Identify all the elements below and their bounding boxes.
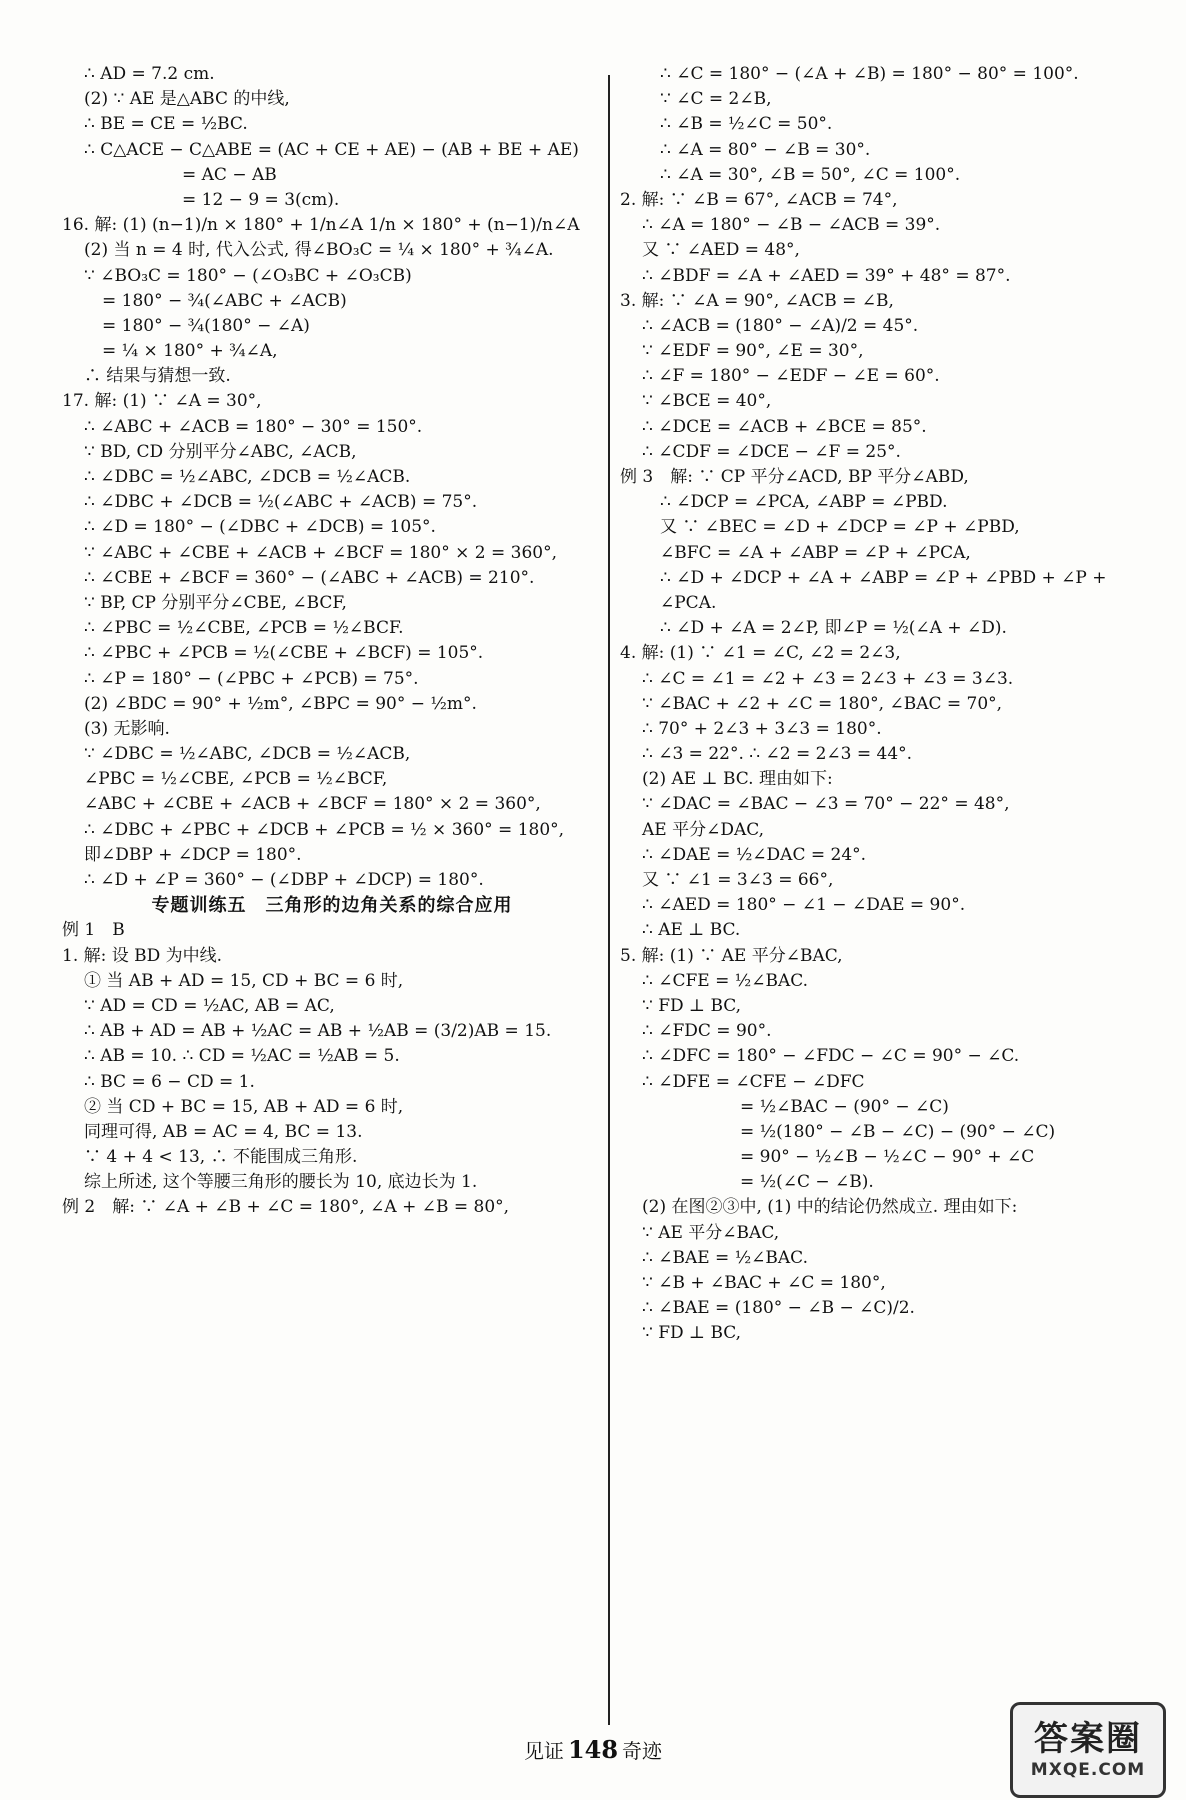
solution-line: ∴ ∠ACB = (180° − ∠A)/2 = 45°.: [642, 315, 919, 336]
solution-line: 又 ∵ ∠AED = 48°,: [642, 240, 800, 261]
solution-line: 例 3 解: ∵ CP 平分∠ACD, BP 平分∠ABD,: [620, 467, 969, 487]
solution-line: ∴ ∠A = 180° − ∠B − ∠ACB = 39°.: [642, 215, 941, 236]
solution-line: ∴ C△ACE − C△ABE = (AC + CE + AE) − (AB + BE + AE): [84, 139, 579, 160]
solution-line: ∴ ∠DBC + ∠DCB = ½(∠ABC + ∠ACB) = 75°.: [84, 492, 478, 513]
solution-line: ∴ ∠3 = 22°. ∴ ∠2 = 2∠3 = 44°.: [642, 744, 913, 765]
solution-line: ∴ ∠D + ∠DCP + ∠A + ∠ABP = ∠P + ∠PBD + ∠P +: [660, 567, 1107, 588]
solution-line: ∴ ∠B = ½∠C = 50°.: [660, 114, 833, 135]
solution-line: ∴ ∠A = 80° − ∠B = 30°.: [660, 139, 871, 160]
solution-line: ∠PCA.: [660, 592, 717, 613]
solution-line: ∵ FD ⊥ BC,: [642, 995, 742, 1016]
solution-line: AE 平分∠DAC,: [642, 819, 765, 840]
solution-line: ∴ ∠D + ∠A = 2∠P, 即∠P = ½(∠A + ∠D).: [660, 618, 1007, 639]
solution-line: = 180° − ¾(∠ABC + ∠ACB): [102, 290, 347, 311]
solution-line: ∴ ∠DFC = 180° − ∠FDC − ∠C = 90° − ∠C.: [642, 1046, 1020, 1067]
solution-line: = 12 − 9 = 3(cm).: [182, 189, 340, 210]
solution-line: (2) ∵ AE 是△ABC 的中线,: [84, 89, 290, 110]
solution-line: ∠PBC = ½∠CBE, ∠PCB = ½∠BCF,: [84, 769, 388, 790]
solution-line: 例 2 解: ∵ ∠A + ∠B + ∠C = 180°, ∠A + ∠B = 80°,: [62, 1197, 510, 1218]
solution-line: 3. 解: ∵ ∠A = 90°, ∠ACB = ∠B,: [620, 290, 894, 311]
section-heading: 专题训练五 三角形的边角关系的综合应用: [151, 895, 513, 917]
column-divider: [608, 75, 610, 1725]
solution-line: ∴ ∠DAE = ½∠DAC = 24°.: [642, 844, 867, 865]
solution-line: ∴ BE = CE = ½BC.: [84, 114, 248, 135]
solution-line: ∴ BC = 6 − CD = 1.: [84, 1071, 255, 1092]
solution-line: 即∠DBP + ∠DCP = 180°.: [84, 844, 302, 865]
footer-left-text: 见证: [523, 1739, 564, 1763]
solution-line: (2) AE ⊥ BC. 理由如下:: [642, 769, 833, 790]
watermark-logo: [1010, 1702, 1166, 1798]
solution-line: 又 ∵ ∠1 = 3∠3 = 66°,: [642, 870, 834, 890]
solution-line: ∴ ∠CDF = ∠DCE − ∠F = 25°.: [642, 441, 901, 462]
solution-line: (3) 无影响.: [84, 718, 170, 739]
solution-line: ∵ 4 + 4 < 13, ∴ 不能围成三角形.: [84, 1147, 358, 1168]
solution-line: ∵ ∠BO₃C = 180° − (∠O₃BC + ∠O₃CB): [84, 265, 412, 286]
solution-line: (2) 在图②③中, (1) 中的结论仍然成立. 理由如下:: [642, 1197, 1018, 1218]
right-column: [620, 62, 1140, 1347]
solution-line: ∴ ∠FDC = 90°.: [642, 1021, 772, 1042]
solution-line: ∴ ∠C = ∠1 = ∠2 + ∠3 = 2∠3 + ∠3 = 3∠3.: [642, 668, 1014, 689]
solution-line: ∴ ∠BAE = (180° − ∠B − ∠C)/2.: [642, 1298, 915, 1319]
page-number: 148: [567, 1735, 619, 1764]
solution-line: ∵ AD = CD = ½AC, AB = AC,: [84, 995, 335, 1016]
solution-line: 2. 解: ∵ ∠B = 67°, ∠ACB = 74°,: [620, 189, 898, 210]
solution-line: ∴ ∠DCP = ∠PCA, ∠ABP = ∠PBD.: [660, 492, 948, 513]
solution-line: ∴ AB = 10. ∴ CD = ½AC = ½AB = 5.: [84, 1046, 400, 1067]
solution-line: ∴ AE ⊥ BC.: [642, 920, 741, 941]
solution-line: ∴ ∠CFE = ½∠BAC.: [642, 970, 809, 991]
solution-line: ∵ ∠BCE = 40°,: [642, 391, 772, 412]
solution-line: ∴ ∠PBC = ½∠CBE, ∠PCB = ½∠BCF.: [84, 618, 404, 639]
solution-line: ∴ 结果与猜想一致.: [84, 366, 231, 387]
solution-line: ∵ AE 平分∠BAC,: [642, 1222, 780, 1243]
solution-line: ∴ ∠D = 180° − (∠DBC + ∠DCB) = 105°.: [84, 517, 436, 538]
solution-line: ∴ ∠ABC + ∠ACB = 180° − 30° = 150°.: [84, 416, 423, 437]
solution-line: ∵ ∠EDF = 90°, ∠E = 30°,: [642, 341, 864, 362]
solution-line: = 180° − ¾(180° − ∠A): [102, 315, 310, 336]
solution-line: ∴ ∠D + ∠P = 360° − (∠DBP + ∠DCP) = 180°.: [84, 870, 484, 890]
solution-line: ∠ABC + ∠CBE + ∠ACB + ∠BCF = 180° × 2 = 360°,: [84, 794, 541, 815]
solution-line: = AC − AB: [182, 164, 277, 185]
solution-line: ∴ 70° + 2∠3 + 3∠3 = 180°.: [642, 718, 882, 739]
left-column: [62, 62, 602, 1221]
solution-line: ∴ ∠DBC + ∠PBC + ∠DCB + ∠PCB = ½ × 360° = 180°,: [84, 819, 565, 840]
solution-line: ∵ ∠BAC + ∠2 + ∠C = 180°, ∠BAC = 70°,: [642, 693, 1003, 714]
solution-line: ∴ ∠A = 30°, ∠B = 50°, ∠C = 100°.: [660, 164, 961, 185]
page-footer: [0, 1735, 1186, 1764]
footer-right-text: 奇迹: [622, 1739, 663, 1763]
solution-line: ∵ ∠C = 2∠B,: [660, 89, 772, 110]
solution-line: ∵ ∠DBC = ½∠ABC, ∠DCB = ½∠ACB,: [84, 744, 411, 765]
solution-line: ∴ ∠BAE = ½∠BAC.: [642, 1247, 808, 1268]
solution-line: = ¼ × 180° + ¾∠A,: [102, 341, 278, 362]
solution-line: ① 当 AB + AD = 15, CD + BC = 6 时,: [84, 970, 404, 991]
solution-line: 1. 解: 设 BD 为中线.: [62, 945, 223, 966]
solution-line: = ½(180° − ∠B − ∠C) − (90° − ∠C): [740, 1121, 1056, 1142]
solution-line: ∵ FD ⊥ BC,: [642, 1323, 742, 1344]
solution-line: 4. 解: (1) ∵ ∠1 = ∠C, ∠2 = 2∠3,: [620, 643, 901, 664]
solution-line: ∴ ∠PBC + ∠PCB = ½(∠CBE + ∠BCF) = 105°.: [84, 643, 484, 664]
solution-line: ∠BFC = ∠A + ∠ABP = ∠P + ∠PCA,: [660, 542, 971, 563]
solution-line: ∵ ∠ABC + ∠CBE + ∠ACB + ∠BCF = 180° × 2 = 360°,: [84, 542, 558, 563]
solution-line: 同理可得, AB = AC = 4, BC = 13.: [84, 1121, 363, 1142]
solution-line: = ½∠BAC − (90° − ∠C): [740, 1096, 949, 1117]
solution-line: ∴ ∠C = 180° − (∠A + ∠B) = 180° − 80° = 100°.: [660, 64, 1079, 84]
solution-line: = 90° − ½∠B − ½∠C − 90° + ∠C: [740, 1147, 1035, 1168]
solution-line: ∴ ∠DBC = ½∠ABC, ∠DCB = ½∠ACB.: [84, 467, 411, 487]
solution-line: 例 1 B: [62, 920, 125, 941]
solution-line: ∴ AD = 7.2 cm.: [84, 64, 215, 84]
solution-line: 又 ∵ ∠BEC = ∠D + ∠DCP = ∠P + ∠PBD,: [660, 517, 1020, 538]
solution-line: 5. 解: (1) ∵ AE 平分∠BAC,: [620, 945, 843, 966]
solution-line: = ½(∠C − ∠B).: [740, 1172, 874, 1193]
solution-line: ∴ ∠DCE = ∠ACB + ∠BCE = 85°.: [642, 416, 927, 437]
solution-line: ∴ ∠F = 180° − ∠EDF − ∠E = 60°.: [642, 366, 940, 387]
solution-line: 16. 解: (1) (n−1)/n × 180° + 1/n∠A 1/n × 180° + (n−1)/n∠A: [62, 215, 580, 236]
solution-line: ∵ BP, CP 分别平分∠CBE, ∠BCF,: [84, 592, 347, 613]
solution-line: ∵ ∠B + ∠BAC + ∠C = 180°,: [642, 1273, 886, 1293]
solution-line: ∵ ∠DAC = ∠BAC − ∠3 = 70° − 22° = 48°,: [642, 794, 1010, 815]
solution-line: ∴ ∠CBE + ∠BCF = 360° − (∠ABC + ∠ACB) = 210°.: [84, 567, 535, 588]
solution-line: 综上所述, 这个等腰三角形的腰长为 10, 底边长为 1.: [84, 1172, 478, 1193]
watermark-url: MXQE.COM: [1030, 1760, 1146, 1780]
solution-line: ∴ ∠AED = 180° − ∠1 − ∠DAE = 90°.: [642, 895, 966, 916]
solution-line: (2) 当 n = 4 时, 代入公式, 得∠BO₃C = ¼ × 180° + ¾∠A.: [84, 240, 554, 261]
solution-line: (2) ∠BDC = 90° + ½m°, ∠BPC = 90° − ½m°.: [84, 693, 477, 714]
solution-line: 17. 解: (1) ∵ ∠A = 30°,: [62, 391, 262, 412]
solution-line: ∴ ∠P = 180° − (∠PBC + ∠PCB) = 75°.: [84, 668, 419, 689]
solution-line: ∴ ∠DFE = ∠CFE − ∠DFC: [642, 1071, 865, 1092]
solution-line: ② 当 CD + BC = 15, AB + AD = 6 时,: [84, 1096, 404, 1117]
solution-line: ∴ AB + AD = AB + ½AC = AB + ½AB = (3/2)AB = 15.: [84, 1021, 552, 1042]
solution-line: ∵ BD, CD 分别平分∠ABC, ∠ACB,: [84, 441, 357, 462]
watermark-title: 答案圈: [1034, 1719, 1142, 1759]
solution-line: ∴ ∠BDF = ∠A + ∠AED = 39° + 48° = 87°.: [642, 265, 1011, 286]
